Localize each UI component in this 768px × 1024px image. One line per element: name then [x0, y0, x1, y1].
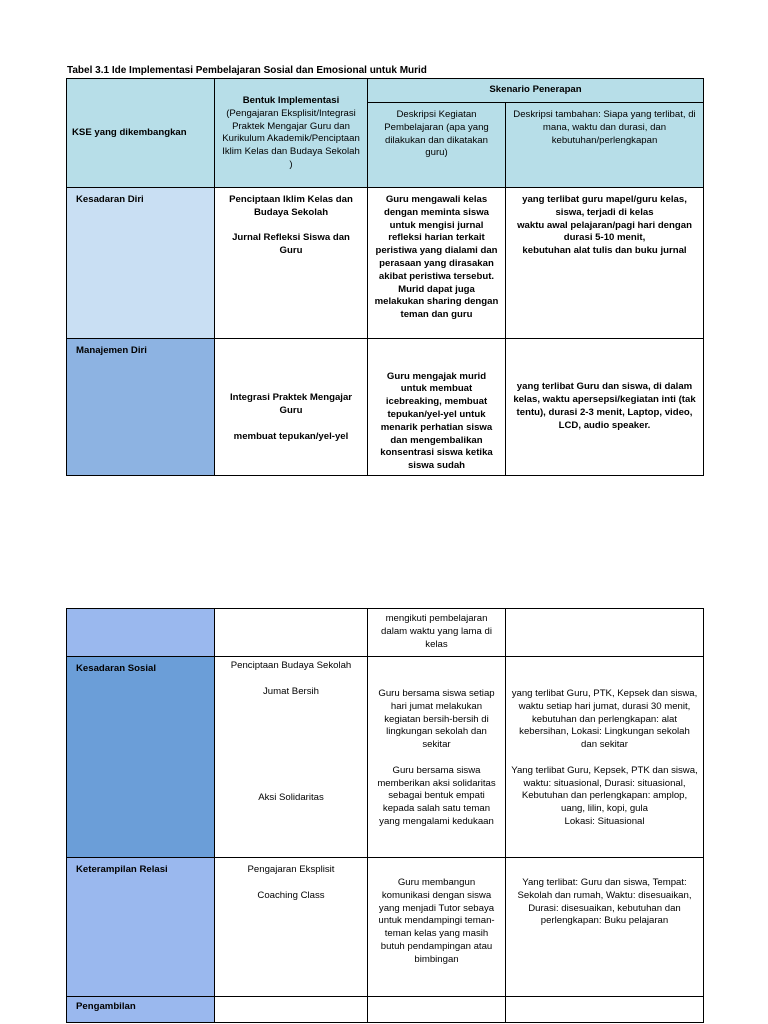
tambahan-cell — [506, 997, 704, 1023]
kse-kesadaran-sosial: Kesadaran Sosial — [67, 657, 215, 858]
table-row — [67, 657, 704, 858]
table-row — [67, 858, 704, 997]
table-row — [67, 339, 704, 476]
bentuk-cell — [215, 609, 368, 657]
bentuk-cell — [215, 339, 368, 476]
table-row — [67, 997, 704, 1023]
header-desk-kegiatan: Deskripsi Kegiatan Pembelajaran (apa yang dilakukan dan dikatakan guru) — [368, 103, 506, 188]
bentuk-cell — [215, 858, 368, 997]
implementation-table-part-2 — [66, 608, 704, 1023]
tambahan-item: kebutuhan alat tulis dan buku jurnal — [522, 245, 687, 257]
bentuk-item: Penciptaan Budaya Sekolah — [230, 660, 352, 671]
bentuk-item: Coaching Class — [257, 889, 325, 901]
header-kse: KSE yang dikembangkan — [67, 79, 215, 188]
tambahan-item: Lokasi: Situasional — [564, 815, 645, 827]
header-bentuk-title: Bentuk Implementasi — [242, 95, 340, 106]
kse-manajemen-diri: Manajemen Diri — [67, 339, 215, 476]
kegiatan-cell: mengikuti pembelajaran dalam waktu yang lama di kelas — [368, 609, 506, 657]
tambahan-item: waktu awal pelajaran/pagi hari dengan durasi 5-10 menit, — [517, 219, 692, 244]
tambahan-cell: yang terlibat Guru dan siswa, di dalam kelas, waktu apersepsi/kegiatan inti (tak tentu), durasi 2-3 menit, Laptop, video, LCD, audio speaker. — [506, 339, 704, 476]
header-row — [67, 79, 704, 103]
tambahan-cell — [506, 609, 704, 657]
kse-keterampilan-relasi: Keterampilan Relasi — [67, 858, 215, 997]
header-desk-tambahan: Deskripsi tambahan: Siapa yang terlibat, di mana, waktu dan durasi, dan kebutuhan/perlengkapan — [506, 103, 704, 188]
table-row — [67, 188, 704, 339]
bentuk-item: Jurnal Refleksi Siswa dan Guru — [232, 232, 350, 257]
tambahan-cell — [506, 188, 704, 339]
bentuk-item: Jumat Bersih — [263, 685, 319, 697]
bentuk-cell — [215, 188, 368, 339]
kse-kesadaran-diri: Kesadaran Diri — [67, 188, 215, 339]
kegiatan-cell — [368, 997, 506, 1023]
tambahan-item: yang terlibat guru mapel/guru kelas, siswa, terjadi di kelas — [522, 194, 687, 218]
bentuk-cell — [215, 657, 368, 858]
kegiatan-cell: Guru mengajak murid untuk membuat icebreaking, membuat tepukan/yel-yel untuk menarik perhatian siswa dan mengembalikan konsentrasi siswa ketika siswa sudah — [368, 339, 506, 476]
kse-continued — [67, 609, 215, 657]
implementation-table-part-1 — [66, 78, 704, 476]
bentuk-item: Pengajaran Eksplisit — [247, 864, 335, 875]
tambahan-cell: Yang terlibat: Guru dan siswa, Tempat: Sekolah dan rumah, Waktu: disesuaikan, Durasi: disesuaikan, kebutuhan dan perlengkapan: Buku pelajaran — [506, 858, 704, 997]
bentuk-item: Integrasi Praktek Mengajar Guru — [229, 392, 353, 417]
bentuk-item: membuat tepukan/yel-yel — [233, 430, 349, 442]
header-skenario: Skenario Penerapan — [368, 79, 704, 103]
bentuk-cell — [215, 997, 368, 1023]
tambahan-cell — [506, 657, 704, 858]
tambahan-item: Yang terlibat Guru, Kepsek, PTK dan siswa, waktu: situasional, Durasi: situasional, Kebutuhan dan perlengkapan: amplop, uang, lilin, kopi, gula — [511, 764, 698, 815]
bentuk-item: Aksi Solidaritas — [258, 792, 324, 803]
kegiatan-cell: Guru mengawali kelas dengan meminta siswa untuk mengisi jurnal refleksi harian terkait peristiwa yang dialami dan perasaan yang dirasakan akibat peristiwa tersebut. Murid dapat juga melakukan sharing dengan teman dan guru — [368, 188, 506, 339]
bentuk-item: Penciptaan Iklim Kelas dan Budaya Sekolah — [229, 194, 353, 218]
header-bentuk-sub: (Pengajaran Eksplisit/Integrasi Praktek Mengajar Guru dan Kurikulum Akademik/Penciptaan Iklim Kelas dan Budaya Sekolah ) — [222, 107, 360, 170]
kegiatan-item: Guru bersama siswa setiap hari jumat melakukan kegiatan bersih-bersih di lingkungan sekolah dan sekitar — [378, 688, 495, 751]
kse-pengambilan: Pengambilan — [67, 997, 215, 1023]
header-bentuk — [215, 79, 368, 188]
table-caption: Tabel 3.1 Ide Implementasi Pembelajaran Sosial dan Emosional untuk Murid — [67, 65, 427, 76]
kegiatan-cell: Guru membangun komunikasi dengan siswa yang menjadi Tutor sebaya untuk mendampingi teman-teman kelas yang masih butuh pendampingan atau bimbingan — [368, 858, 506, 997]
kegiatan-cell — [368, 657, 506, 858]
kegiatan-item: Guru bersama siswa memberikan aksi solidaritas sebagai bentuk empati kepada salah satu teman yang mengalami kedukaan — [377, 764, 496, 827]
table-row — [67, 609, 704, 657]
tambahan-item: yang terlibat Guru, PTK, Kepsek dan siswa, waktu setiap hari jumat, durasi 30 menit, kebutuhan dan perlengkapan: alat kebersihan, Lokasi: Lingkungan sekolah dan sekitar — [511, 688, 698, 751]
